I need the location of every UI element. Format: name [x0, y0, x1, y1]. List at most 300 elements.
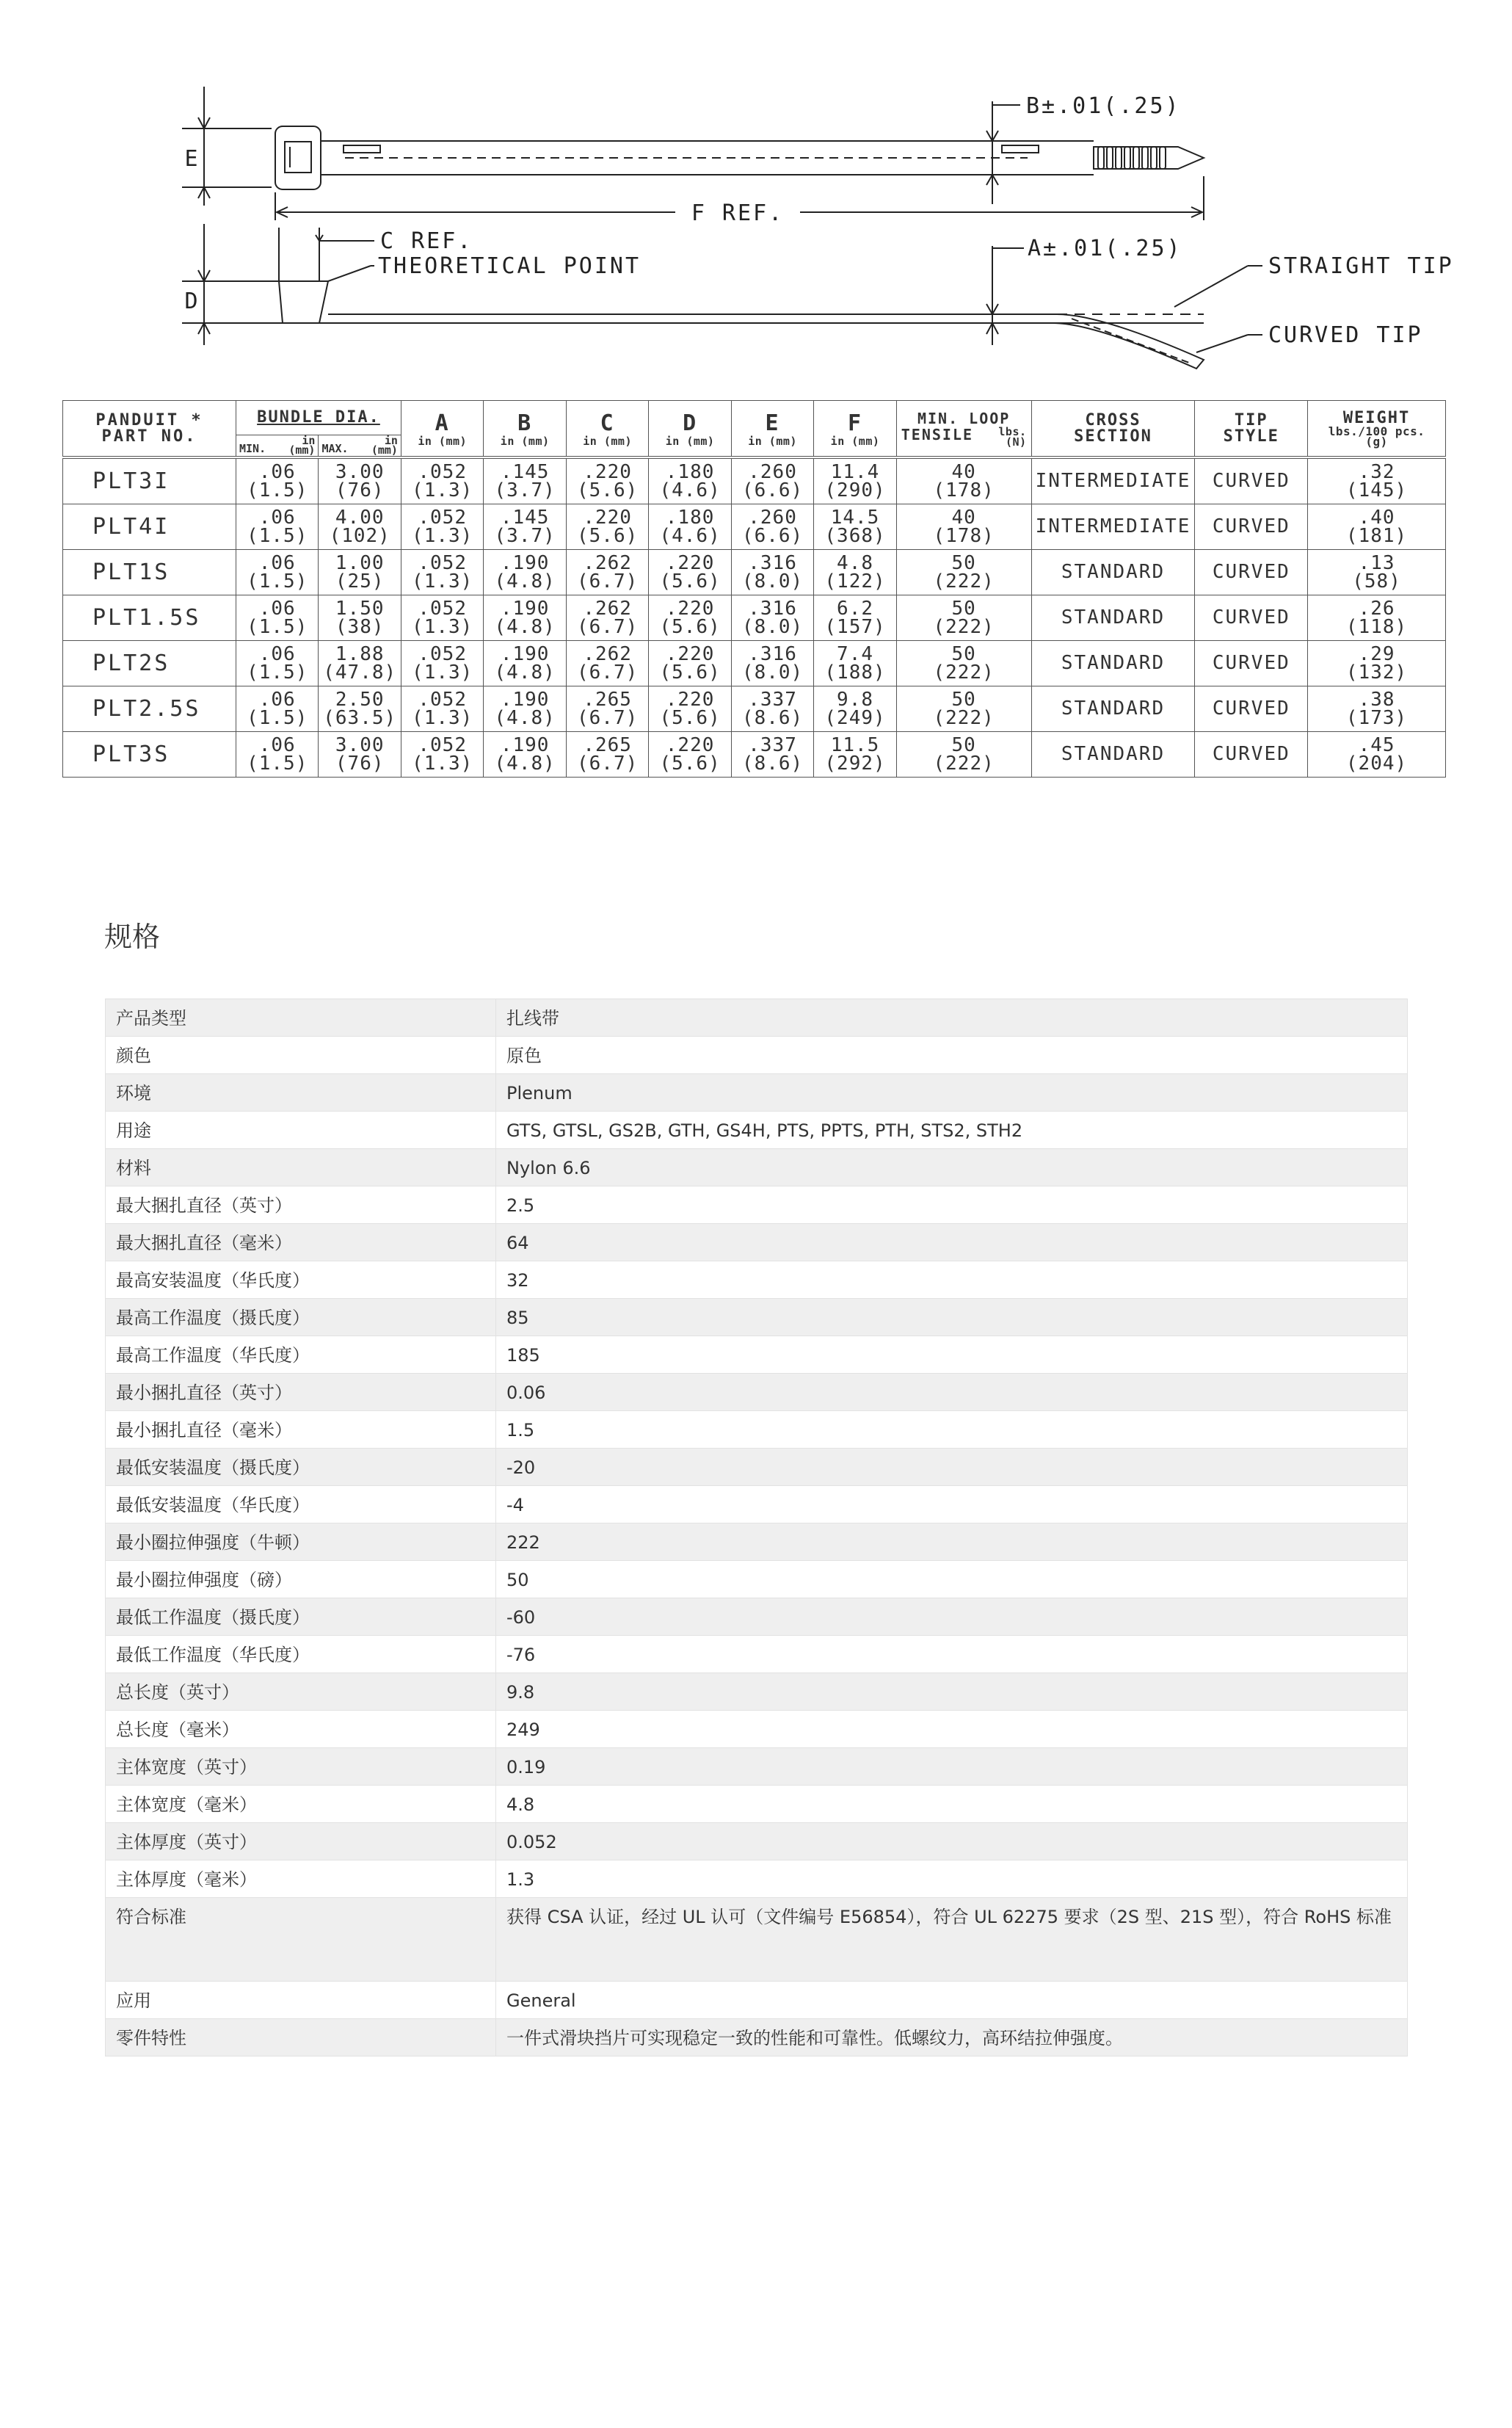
part-number-cell: PLT2S	[63, 641, 236, 686]
spec-row	[106, 1636, 1408, 1673]
dim-min-mm: (1.5)	[247, 661, 308, 684]
dim-cell-cross: INTERMEDIATE	[1031, 504, 1195, 550]
dim-b-in: .145	[500, 460, 550, 483]
header-weight-label: WEIGHT	[1342, 408, 1411, 427]
dim-c-mm: (6.7)	[576, 706, 639, 729]
dim-b-mm: (4.8)	[494, 570, 556, 592]
dim-max-in: 1.00	[335, 551, 385, 574]
header-bundle-label: BUNDLE DIA.	[257, 408, 380, 427]
dim-weight-g: (204)	[1345, 752, 1408, 775]
header-tip-line1: TIP	[1234, 410, 1268, 430]
spec-value: Nylon 6.6	[496, 1149, 1408, 1186]
header-tip-line2: STYLE	[1223, 427, 1279, 446]
spec-key: 用途	[106, 1112, 496, 1149]
tie-head-slot	[285, 142, 311, 173]
dim-cell-max	[319, 641, 401, 686]
dim-cell-a	[401, 686, 483, 732]
spec-value: 9.8	[496, 1673, 1408, 1711]
spec-value: 获得 CSA 认证，经过 UL 认可（文件编号 E56854），符合 UL 62275 要求（2S 型、21S 型），符合 RoHS 标准	[496, 1898, 1408, 1982]
dim-cell-c	[566, 504, 648, 550]
dim-cell-a	[401, 504, 483, 550]
spec-value: 0.052	[496, 1823, 1408, 1860]
dim-weight-lbs: .38	[1358, 688, 1395, 711]
header-e-label: E	[765, 410, 780, 436]
dim-weight-lbs: .45	[1358, 733, 1395, 756]
spec-row	[106, 1860, 1408, 1898]
spec-key: 最低工作温度（摄氏度）	[106, 1598, 496, 1636]
dim-d-in: .180	[665, 460, 715, 483]
spec-key: 最低安装温度（华氏度）	[106, 1486, 496, 1523]
dim-cell-weight	[1308, 686, 1446, 732]
dim-weight-g: (58)	[1352, 570, 1401, 592]
dim-cell-e	[731, 550, 813, 595]
dim-cell-weight	[1308, 550, 1446, 595]
dim-max-mm: (102)	[329, 524, 390, 547]
dim-weight-lbs: .26	[1358, 597, 1395, 620]
dim-cell-b	[484, 595, 566, 641]
part-number-cell: PLT1S	[63, 550, 236, 595]
spec-value: 0.06	[496, 1374, 1408, 1411]
dim-a-mm: (1.3)	[412, 479, 473, 501]
spec-row	[106, 1112, 1408, 1149]
dim-weight-lbs: .13	[1358, 551, 1395, 574]
dim-cell-f	[814, 457, 896, 504]
dim-c-mm: (5.6)	[576, 479, 639, 501]
dim-max-in: 3.00	[335, 460, 385, 483]
dim-loop-in: 50	[951, 597, 976, 620]
dim-c-mm: (6.7)	[576, 570, 639, 592]
dim-cell-cross: STANDARD	[1031, 595, 1195, 641]
spec-row	[106, 1186, 1408, 1224]
spec-key: 最小圈拉伸强度（磅）	[106, 1561, 496, 1598]
dim-weight-g: (181)	[1345, 524, 1408, 547]
dim-c-in: .262	[583, 551, 632, 574]
spec-row	[106, 2019, 1408, 2056]
dim-min-mm: (1.5)	[247, 706, 308, 729]
dim-min-in: .06	[258, 597, 296, 620]
part-number-cell: PLT2.5S	[63, 686, 236, 732]
spec-row	[106, 1336, 1408, 1374]
spec-key: 最小捆扎直径（英寸）	[106, 1374, 496, 1411]
dim-cell-d	[649, 686, 731, 732]
spec-value: 扎线带	[496, 999, 1408, 1037]
spec-value: -20	[496, 1449, 1408, 1486]
dim-cell-d	[649, 550, 731, 595]
dim-cell-min	[236, 457, 319, 504]
spec-key: 产品类型	[106, 999, 496, 1037]
dim-cell-f	[814, 641, 896, 686]
spec-key: 最低工作温度（华氏度）	[106, 1636, 496, 1673]
dim-loop-in: 40	[951, 460, 976, 483]
dim-f-mm: (122)	[824, 570, 886, 592]
label-c-ref: C REF.	[380, 228, 473, 254]
label-curved-tip: CURVED TIP	[1268, 322, 1423, 348]
dim-cell-min	[236, 550, 319, 595]
dim-max-mm: (25)	[335, 570, 385, 592]
dim-a-in: .052	[418, 688, 467, 711]
dim-cell-d	[649, 732, 731, 778]
dim-e-mm: (8.6)	[741, 706, 804, 729]
dim-row	[63, 732, 1446, 778]
header-b-label: B	[517, 410, 533, 436]
dim-max-mm: (63.5)	[323, 706, 397, 729]
dim-cell-e	[731, 686, 813, 732]
dim-min-in: .06	[258, 551, 296, 574]
dim-f-in: 11.4	[830, 460, 880, 483]
dim-cell-loop	[896, 595, 1031, 641]
spec-value: 4.8	[496, 1786, 1408, 1823]
dim-a-in: .052	[418, 551, 467, 574]
dim-cell-loop	[896, 686, 1031, 732]
dim-e-mm: (6.6)	[741, 479, 804, 501]
dim-b-mm: (4.8)	[494, 752, 556, 775]
tie-head-side	[279, 281, 328, 323]
dim-weight-lbs: .32	[1358, 460, 1395, 483]
dim-cell-b	[484, 550, 566, 595]
dim-min-in: .06	[258, 642, 296, 665]
dim-cell-c	[566, 686, 648, 732]
part-number-cell: PLT1.5S	[63, 595, 236, 641]
dim-a-in: .052	[418, 733, 467, 756]
dim-cell-f	[814, 686, 896, 732]
dim-weight-g: (173)	[1345, 706, 1408, 729]
spec-key: 总长度（毫米）	[106, 1711, 496, 1748]
dim-weight-g: (132)	[1345, 661, 1408, 684]
dim-f-mm: (368)	[824, 524, 886, 547]
dim-cell-b	[484, 641, 566, 686]
dim-cell-tip: CURVED	[1195, 641, 1308, 686]
dim-f-mm: (249)	[824, 706, 886, 729]
spec-key: 最高安装温度（华氏度）	[106, 1261, 496, 1299]
header-bundle-dia	[236, 401, 401, 435]
dim-e-in: .316	[748, 597, 797, 620]
header-weight-unit-lbs: lbs./100 pcs.	[1328, 424, 1425, 438]
dim-weight-g: (118)	[1345, 615, 1408, 638]
header-a-unit: in (mm)	[418, 435, 468, 448]
dim-e-in: .337	[748, 688, 797, 711]
dim-max-in: 3.00	[335, 733, 385, 756]
dim-cell-weight	[1308, 641, 1446, 686]
dim-a-mm: (1.3)	[412, 661, 473, 684]
dim-cell-min	[236, 732, 319, 778]
header-max-unit-mm: (mm)	[371, 443, 398, 457]
dim-f-in: 14.5	[830, 506, 880, 529]
dim-max-in: 4.00	[335, 506, 385, 529]
header-bundle-min	[236, 435, 319, 458]
spec-value: Plenum	[496, 1074, 1408, 1112]
dim-e-in: .260	[748, 506, 797, 529]
dim-cell-loop	[896, 641, 1031, 686]
dim-a-mm: (1.3)	[412, 752, 473, 775]
dim-cell-tip: CURVED	[1195, 457, 1308, 504]
dim-row	[63, 504, 1446, 550]
dim-d-mm: (5.6)	[659, 752, 721, 775]
header-f-label: F	[848, 410, 863, 436]
header-e-unit: in (mm)	[748, 435, 797, 448]
header-min-unit-in: in	[302, 434, 316, 447]
dim-a-mm: (1.3)	[412, 570, 473, 592]
dim-cell-d	[649, 641, 731, 686]
header-max-unit-in: in	[384, 434, 398, 447]
dim-loop-mm: (222)	[933, 752, 995, 775]
dim-cell-cross: STANDARD	[1031, 641, 1195, 686]
dim-cell-b	[484, 504, 566, 550]
strap-mark-right	[1002, 145, 1039, 153]
dim-cell-c	[566, 732, 648, 778]
dim-loop-in: 50	[951, 642, 976, 665]
dim-e-mm: (8.0)	[741, 661, 804, 684]
spec-row	[106, 1224, 1408, 1261]
dim-max-mm: (76)	[335, 479, 385, 501]
header-part-line1: PANDUIT	[95, 410, 180, 430]
dim-loop-in: 50	[951, 733, 976, 756]
spec-value: 0.19	[496, 1748, 1408, 1786]
spec-row	[106, 1561, 1408, 1598]
spec-value: 1.5	[496, 1411, 1408, 1449]
spec-value: 1.3	[496, 1860, 1408, 1898]
tail-ribs	[1098, 147, 1166, 169]
dim-cell-a	[401, 550, 483, 595]
dim-c-mm: (6.7)	[576, 615, 639, 638]
dim-cell-a	[401, 457, 483, 504]
dim-row	[63, 457, 1446, 504]
spec-row	[106, 1898, 1408, 1982]
dim-e-mm: (8.0)	[741, 570, 804, 592]
header-f	[814, 401, 896, 458]
dim-cell-loop	[896, 504, 1031, 550]
header-loop-unit-n: (N)	[1005, 435, 1027, 449]
dim-cell-cross: STANDARD	[1031, 686, 1195, 732]
spec-value: 原色	[496, 1037, 1408, 1074]
dim-loop-in: 50	[951, 551, 976, 574]
spec-value: -4	[496, 1486, 1408, 1523]
dim-max-in: 1.50	[335, 597, 385, 620]
spec-table	[105, 999, 1408, 2056]
dim-a-mm: (1.3)	[412, 524, 473, 547]
dimension-table	[62, 400, 1446, 778]
spec-row	[106, 999, 1408, 1037]
dim-max-mm: (47.8)	[323, 661, 397, 684]
dim-cell-a	[401, 595, 483, 641]
spec-row	[106, 1074, 1408, 1112]
header-d-unit: in (mm)	[665, 435, 715, 448]
dim-weight-g: (145)	[1345, 479, 1408, 501]
dim-f-in: 7.4	[837, 642, 874, 665]
dim-cell-weight	[1308, 504, 1446, 550]
spec-key: 材料	[106, 1149, 496, 1186]
dim-d-mm: (4.6)	[659, 524, 721, 547]
dim-cell-max	[319, 732, 401, 778]
header-asterisk: *	[191, 410, 203, 430]
dim-cell-weight	[1308, 457, 1446, 504]
header-min-unit-mm: (mm)	[288, 443, 316, 457]
header-loop-line2: TENSILE	[901, 425, 974, 443]
dim-d-mm: (5.6)	[659, 615, 721, 638]
dim-min-mm: (1.5)	[247, 479, 308, 501]
dim-cell-f	[814, 504, 896, 550]
dim-cell-cross: INTERMEDIATE	[1031, 457, 1195, 504]
header-tip-style	[1195, 401, 1308, 458]
spec-row	[106, 1374, 1408, 1411]
spec-key: 最大捆扎直径（毫米）	[106, 1224, 496, 1261]
dim-cell-a	[401, 732, 483, 778]
dim-max-mm: (76)	[335, 752, 385, 775]
dim-e-mm: (6.6)	[741, 524, 804, 547]
header-part-line2: PART NO.	[101, 427, 197, 446]
header-min-label: MIN.	[239, 442, 266, 455]
spec-row	[106, 1748, 1408, 1786]
spec-key: 最低安装温度（摄氏度）	[106, 1449, 496, 1486]
dim-e-in: .337	[748, 733, 797, 756]
spec-value: 2.5	[496, 1186, 1408, 1224]
label-d: D	[184, 289, 200, 314]
header-c	[566, 401, 648, 458]
dim-cell-b	[484, 686, 566, 732]
spec-row	[106, 1673, 1408, 1711]
header-cross-section	[1031, 401, 1195, 458]
spec-key: 总长度（英寸）	[106, 1673, 496, 1711]
dim-b-in: .145	[500, 506, 550, 529]
spec-key: 颜色	[106, 1037, 496, 1074]
dim-row	[63, 686, 1446, 732]
dim-cell-max	[319, 550, 401, 595]
dim-cell-tip: CURVED	[1195, 595, 1308, 641]
dim-d-in: .220	[665, 688, 715, 711]
dim-loop-in: 40	[951, 506, 976, 529]
spec-key: 零件特性	[106, 2019, 496, 2056]
dim-f-mm: (157)	[824, 615, 886, 638]
dim-d-in: .220	[665, 733, 715, 756]
dim-a-in: .052	[418, 460, 467, 483]
spec-value: 一件式滑块挡片可实现稳定一致的性能和可靠性。低螺纹力，高环结拉伸强度。	[496, 2019, 1408, 2056]
spec-row	[106, 1149, 1408, 1186]
header-a	[401, 401, 483, 458]
dim-c-in: .265	[583, 733, 632, 756]
dim-min-in: .06	[258, 460, 296, 483]
dim-cell-c	[566, 595, 648, 641]
dim-cell-f	[814, 550, 896, 595]
spec-value: 185	[496, 1336, 1408, 1374]
spec-value: 222	[496, 1523, 1408, 1561]
dim-d-mm: (5.6)	[659, 706, 721, 729]
label-b-tol: B±.01(.25)	[1026, 93, 1181, 119]
dim-cell-tip: CURVED	[1195, 686, 1308, 732]
header-b	[484, 401, 566, 458]
dim-cell-b	[484, 457, 566, 504]
dim-cell-c	[566, 550, 648, 595]
dim-cell-d	[649, 457, 731, 504]
dim-cell-f	[814, 732, 896, 778]
part-number-cell: PLT4I	[63, 504, 236, 550]
dim-d-in: .220	[665, 597, 715, 620]
dim-d-mm: (4.6)	[659, 479, 721, 501]
spec-value: General	[496, 1982, 1408, 2019]
dim-f-in: 11.5	[830, 733, 880, 756]
dim-c-mm: (6.7)	[576, 752, 639, 775]
dim-min-mm: (1.5)	[247, 752, 308, 775]
dim-cell-c	[566, 457, 648, 504]
dim-b-in: .190	[500, 733, 550, 756]
dim-max-in: 1.88	[335, 642, 385, 665]
header-weight-unit-g: (g)	[1365, 434, 1388, 449]
spec-row	[106, 1523, 1408, 1561]
dim-cell-min	[236, 504, 319, 550]
spec-row	[106, 1037, 1408, 1074]
dim-min-in: .06	[258, 733, 296, 756]
spec-row	[106, 1261, 1408, 1299]
dim-cell-max	[319, 595, 401, 641]
header-cross-line2: SECTION	[1074, 427, 1152, 446]
curved-tip-leader	[1196, 335, 1248, 352]
dim-b-mm: (4.8)	[494, 661, 556, 684]
spec-row	[106, 1711, 1408, 1748]
header-max-label: MAX.	[321, 442, 349, 455]
dim-cell-e	[731, 595, 813, 641]
dim-row	[63, 550, 1446, 595]
spec-row	[106, 1982, 1408, 2019]
dim-cell-e	[731, 457, 813, 504]
header-weight	[1308, 401, 1446, 458]
dim-f-in: 9.8	[837, 688, 874, 711]
spec-value: GTS, GTSL, GS2B, GTH, GS4H, PTS, PPTS, PTH, STS2, STH2	[496, 1112, 1408, 1149]
dim-c-in: .265	[583, 688, 632, 711]
dim-f-mm: (292)	[824, 752, 886, 775]
header-d	[649, 401, 731, 458]
header-bundle-max	[319, 435, 401, 458]
spec-row	[106, 1299, 1408, 1336]
label-theoretical-point: THEORETICAL POINT	[378, 253, 641, 279]
spec-key: 最高工作温度（华氏度）	[106, 1336, 496, 1374]
label-straight-tip: STRAIGHT TIP	[1268, 253, 1454, 279]
header-f-unit: in (mm)	[830, 435, 880, 448]
dim-b-in: .190	[500, 688, 550, 711]
dim-cell-loop	[896, 457, 1031, 504]
dim-d-in: .180	[665, 506, 715, 529]
dim-c-in: .220	[583, 506, 632, 529]
dim-c-mm: (6.7)	[576, 661, 639, 684]
dim-cell-e	[731, 641, 813, 686]
header-d-label: D	[683, 410, 698, 436]
spec-row	[106, 1786, 1408, 1823]
curved-tip-hatch	[1072, 319, 1189, 363]
spec-value: -60	[496, 1598, 1408, 1636]
spec-key: 最小捆扎直径（毫米）	[106, 1411, 496, 1449]
dim-cell-weight	[1308, 732, 1446, 778]
dim-min-mm: (1.5)	[247, 615, 308, 638]
dim-b-mm: (4.8)	[494, 706, 556, 729]
spec-key: 应用	[106, 1982, 496, 2019]
dim-cell-weight	[1308, 595, 1446, 641]
dim-min-in: .06	[258, 688, 296, 711]
header-loop-line1: MIN. LOOP	[917, 409, 1011, 427]
cable-tie-drawing	[0, 0, 1512, 396]
dim-cell-e	[731, 732, 813, 778]
dim-f-in: 6.2	[837, 597, 874, 620]
dim-a-in: .052	[418, 506, 467, 529]
dim-row	[63, 595, 1446, 641]
part-number-cell: PLT3I	[63, 457, 236, 504]
tie-head	[275, 126, 321, 189]
dim-min-mm: (1.5)	[247, 570, 308, 592]
dim-c-in: .220	[583, 460, 632, 483]
dim-cell-loop	[896, 732, 1031, 778]
spec-value: 50	[496, 1561, 1408, 1598]
dim-cell-b	[484, 732, 566, 778]
dim-a-in: .052	[418, 597, 467, 620]
spec-key: 最小圈拉伸强度（牛顿）	[106, 1523, 496, 1561]
spec-row	[106, 1486, 1408, 1523]
dim-d-in: .220	[665, 642, 715, 665]
